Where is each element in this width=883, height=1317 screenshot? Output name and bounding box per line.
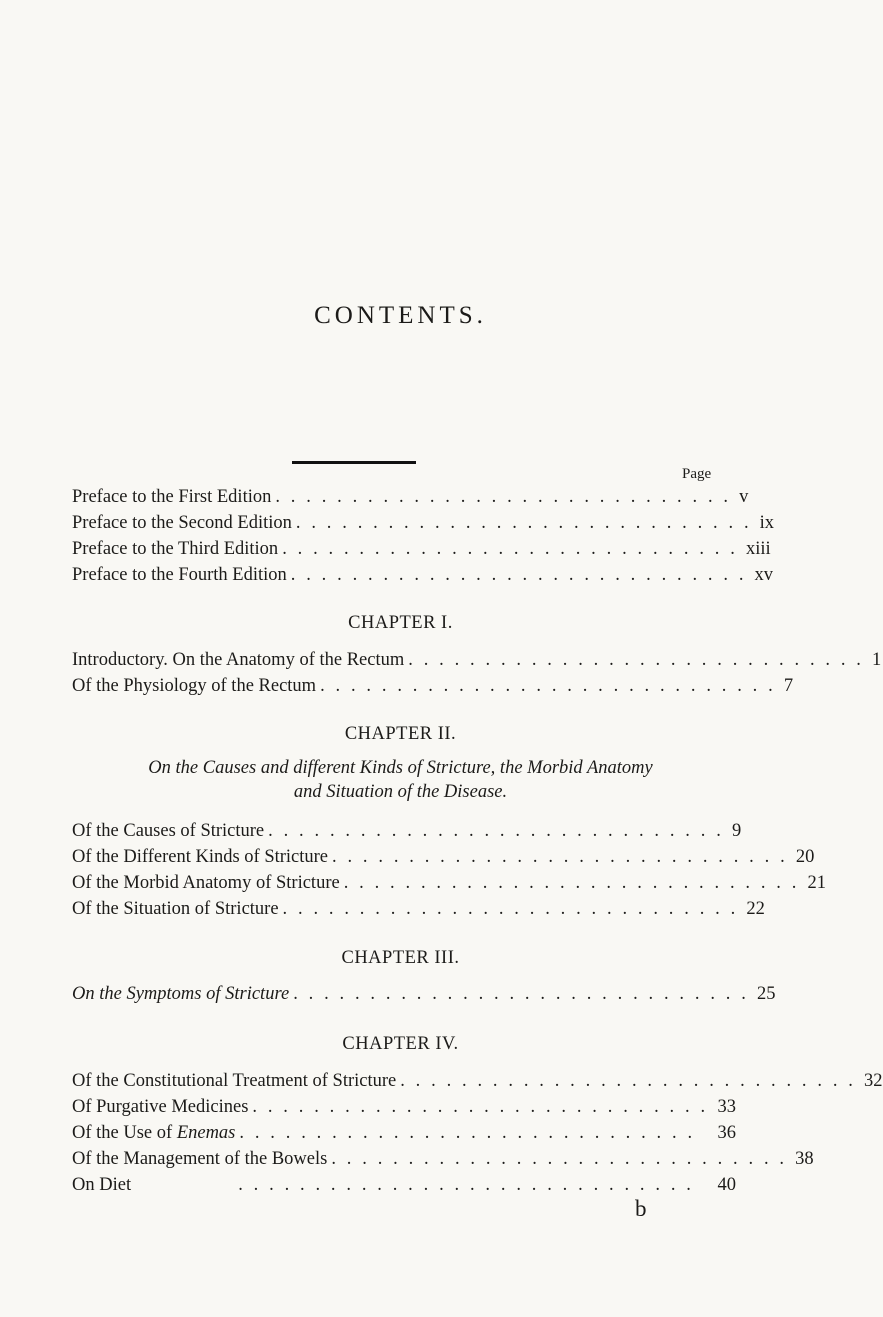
leader-dots: . . . . . . . . . . . . . . . . . . . . . . . . . . . . . . (331, 1149, 788, 1169)
toc-entry-text: On the Symptoms of Stricture (72, 984, 290, 1004)
toc-entry-page: ix (759, 513, 775, 533)
chapter-heading: CHAPTER I. (348, 613, 453, 633)
toc-entry (72, 484, 749, 510)
toc-entry-page: 32 (864, 1071, 883, 1091)
leader-dots: . . . . . . . . . . . . . . . . . . . . . . . . . . . . . . (332, 847, 788, 867)
toc-entry (72, 1146, 814, 1172)
toc-entry (72, 562, 774, 588)
toc-entry-page: xiii (745, 539, 771, 559)
chapter-subtitle: On the Causes and different Kinds of Stricture, the Morbid Anatomy (148, 758, 653, 778)
leader-dots: . . . . . . . . . . . . . . . . . . . . . . . . . . . . . . (320, 676, 776, 696)
toc-entry (72, 1094, 736, 1120)
toc-entry-page: 25 (756, 984, 776, 1004)
title-rule (292, 461, 416, 464)
toc-entry-page: 21 (807, 873, 826, 893)
toc-entry-text: Preface to the First Edition (72, 487, 272, 507)
toc-entry-page: 33 (717, 1097, 736, 1117)
chapter-heading: CHAPTER II. (344, 724, 457, 744)
toc-entry (72, 510, 775, 536)
toc-entry-text: Preface to the Third Edition (72, 539, 279, 559)
toc-entry-text-plain: Of the Use of (72, 1123, 173, 1143)
toc-entry-text: Of the Morbid Anatomy of Stricture (72, 873, 340, 893)
toc-entry-text: Introductory. On the Anatomy of the Rectum (72, 650, 405, 670)
leader-dots: . . . . . . . . . . . . . . . . . . . . . . . . . . . . . . (290, 565, 747, 585)
toc-entry-page: 9 (731, 821, 742, 841)
leader-dots: . . . . . . . . . . . . . . . . . . . . . . . . . . . . . . (282, 899, 739, 919)
toc-entry-text: Of the Constitutional Treatment of Stricture (72, 1071, 397, 1091)
leader-dots: . . . . . . . . . . . . . . . . . . . . . . . . . . . . . . (343, 873, 800, 893)
toc-entry-page: 7 (783, 676, 794, 696)
toc-entry-page: xv (754, 565, 774, 585)
chapter-subtitle: and Situation of the Disease. (293, 782, 508, 802)
toc-entry-text (72, 1120, 235, 1146)
toc-entry-text: Of the Management of the Bowels (72, 1149, 328, 1169)
toc-entry (72, 1068, 883, 1094)
leader-dots: . . . . . . . . . . . . . . . . . . . . . . . . . . . . . . (282, 539, 738, 559)
leader-dots: . . . . . . . . . . . . . . . . . . . . . . . . . . . . . . (295, 513, 752, 533)
toc-entry (72, 818, 742, 844)
leader-dots: . . . . . . . . . . . . . . . . . . . . . . . . . . . . . . (408, 650, 865, 670)
chapter-heading: CHAPTER IV. (342, 1034, 459, 1054)
toc-entry-text: Of the Causes of Stricture (72, 821, 265, 841)
toc-entry (72, 870, 826, 896)
toc-entry-text: Of the Situation of Stricture (72, 899, 279, 919)
leader-dots: . . . . . . . . . . . . . . . . . . . . . . . . . . . . . . (268, 821, 724, 841)
toc-entry (72, 896, 765, 922)
toc-entry-text: Preface to the Second Edition (72, 513, 292, 533)
toc-entry-page: 20 (795, 847, 815, 867)
toc-entry-text: Of the Different Kinds of Stricture (72, 847, 329, 867)
page-column-label: Page (682, 466, 712, 482)
signature-mark: b (635, 1196, 647, 1221)
toc-entry (72, 536, 771, 562)
chapter-heading: CHAPTER III. (341, 948, 460, 968)
leader-dots: . . . . . . . . . . . . . . . . . . . . . . . . . . . . . . (239, 1123, 696, 1143)
leader-dots: . . . . . . . . . . . . . . . . . . . . . . . . . . . . . . (275, 487, 732, 507)
toc-entry-page: 36 (717, 1123, 736, 1143)
toc-entry (72, 647, 882, 673)
leader-dots: . . . . . . . . . . . . . . . . . . . . . . . . . . . . . . (293, 984, 749, 1004)
page-title: CONTENTS. (314, 302, 487, 329)
toc-entry (72, 1120, 736, 1146)
toc-entry-page: 38 (795, 1149, 814, 1169)
leader-dots: . . . . . . . . . . . . . . . . . . . . . . . . . . . . . . (252, 1097, 709, 1117)
toc-entry-text: Preface to the Fourth Edition (72, 565, 287, 585)
toc-entry (72, 1172, 736, 1198)
toc-entry (72, 844, 815, 870)
leader-dots: . . . . . . . . . . . . . . . . . . . . . . . . . . . . . . (238, 1175, 694, 1195)
leader-dots: . . . . . . . . . . . . . . . . . . . . . . . . . . . . . . (400, 1071, 857, 1091)
toc-entry-text-italic: Enemas (176, 1123, 236, 1143)
toc-entry-text: On Diet (72, 1175, 132, 1195)
toc-entry-page: 22 (746, 899, 765, 919)
toc-entry-text: Of the Physiology of the Rectum (72, 676, 317, 696)
toc-entry-page: 40 (717, 1175, 736, 1195)
toc-entry (72, 981, 776, 1007)
toc-entry-text: Of Purgative Medicines (72, 1097, 249, 1117)
toc-entry (72, 673, 794, 699)
toc-entry-page: v (739, 487, 749, 507)
toc-entry-page: 1 (872, 650, 882, 670)
